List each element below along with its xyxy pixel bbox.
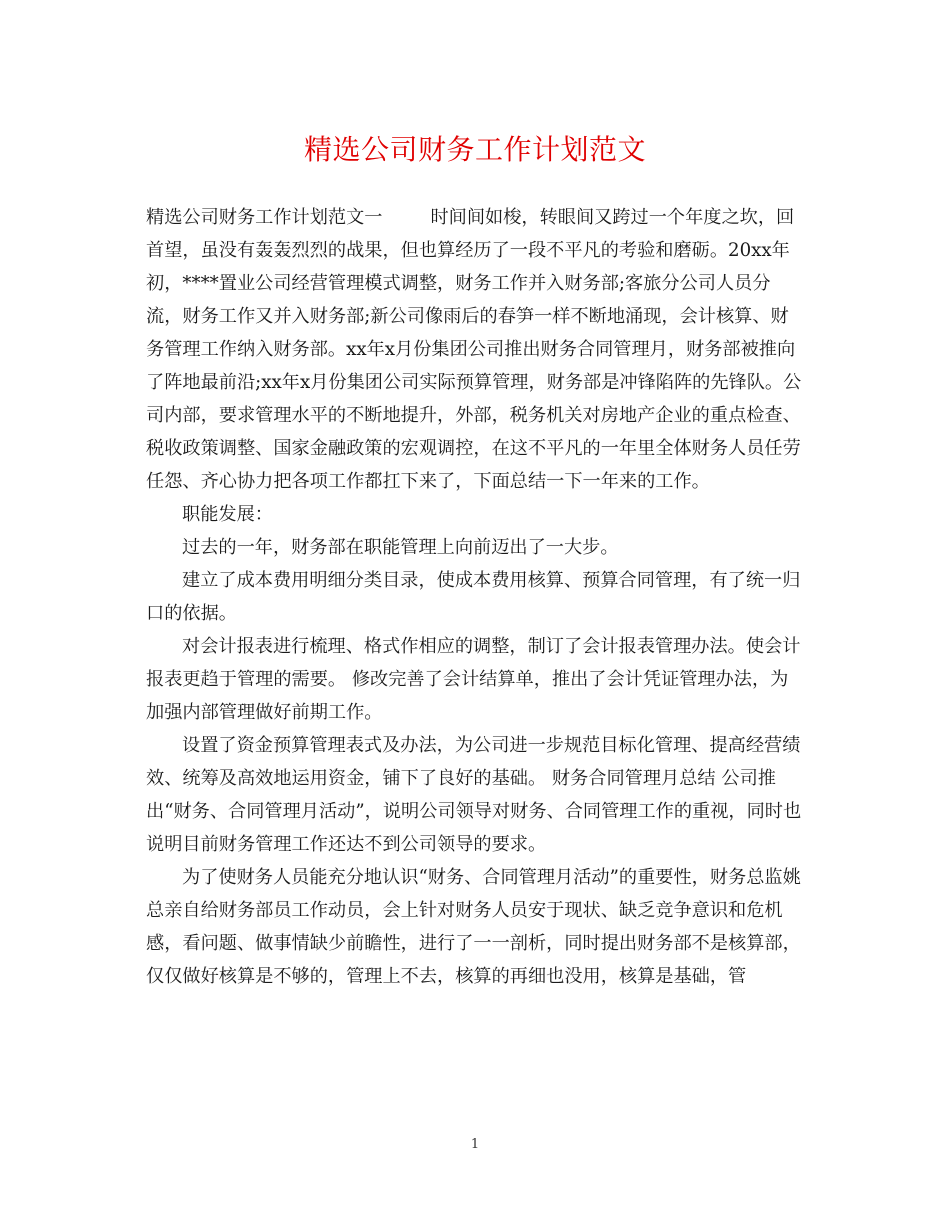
intro-heading: 精选公司财务工作计划范文一 [146, 207, 383, 228]
intro-paragraph [146, 201, 802, 498]
paragraph-2: 建立了成本费用明细分类目录，使成本费用核算、预算合同管理，有了统一归口的依据。 [146, 570, 801, 624]
paragraph-1: 过去的一年，财务部在职能管理上向前迈出了一大步。 [182, 537, 619, 558]
paragraph-3: 对会计报表进行梳理、格式作相应的调整，制订了会计报表管理办法。使会计报表更趋于管理的需要。 修改完善了会计结算单，推出了会计凭证管理办法，为加强内部管理做好前期工作。 [146, 636, 801, 723]
paragraph-4: 设置了资金预算管理表式及办法，为公司进一步规范目标化管理、提高经营绩效、统筹及高效地运用资金，铺下了良好的基础。 财务合同管理月总结 公司推出“财务、合同管理月活动”，说明公司领导对财务、合同管理工作的重视，同时也说明目前财务管理工作还达不到公司领导的要求。 [146, 735, 802, 855]
page-title: 精选公司财务工作计划范文 [303, 133, 646, 166]
document-body [146, 201, 802, 993]
section-heading-functions: 职能发展： [182, 504, 273, 525]
intro-body: 时间间如梭，转眼间又跨过一个年度之坎，回首望，虽没有轰轰烈烈的战果，但也算经历了一段不平凡的考验和磨砺。20xx年初，****置业公司经营管理模式调整，财务工作并入财务部;客旅分公司人员分流，财务工作又并入财务部;新公司像雨后的春笋一样不断地涌现，会计核算、财务管理工作纳入财务部。xx年x月份集团公司推出财务合同管理月，财务部被推向了阵地最前沿;xx年x月份集团公司实际预算管理，财务部是冲锋陷阵的先锋队。公司内部，要求管理水平的不断地提升，外部，税务机关对房地产企业的重点检查、税收政策调整、国家金融政策的宏观调控，在这不平凡的一年里全体财务人员任劳任怨、齐心协力把各项工作都扛下来了，下面总结一下一年来的工作。 [146, 207, 802, 492]
page-number: 1 [470, 1137, 480, 1152]
paragraph-5: 为了使财务人员能充分地认识“财务、合同管理月活动”的重要性，财务总监姚总亲自给财务部员工作动员，会上针对财务人员安于现状、缺乏竞争意识和危机感，看问题、做事情缺少前瞻性，进行了一一剖析，同时提出财务部不是核算部，仅仅做好核算是不够的，管理上不去，核算的再细也没用，核算是基础，管 [146, 867, 801, 987]
